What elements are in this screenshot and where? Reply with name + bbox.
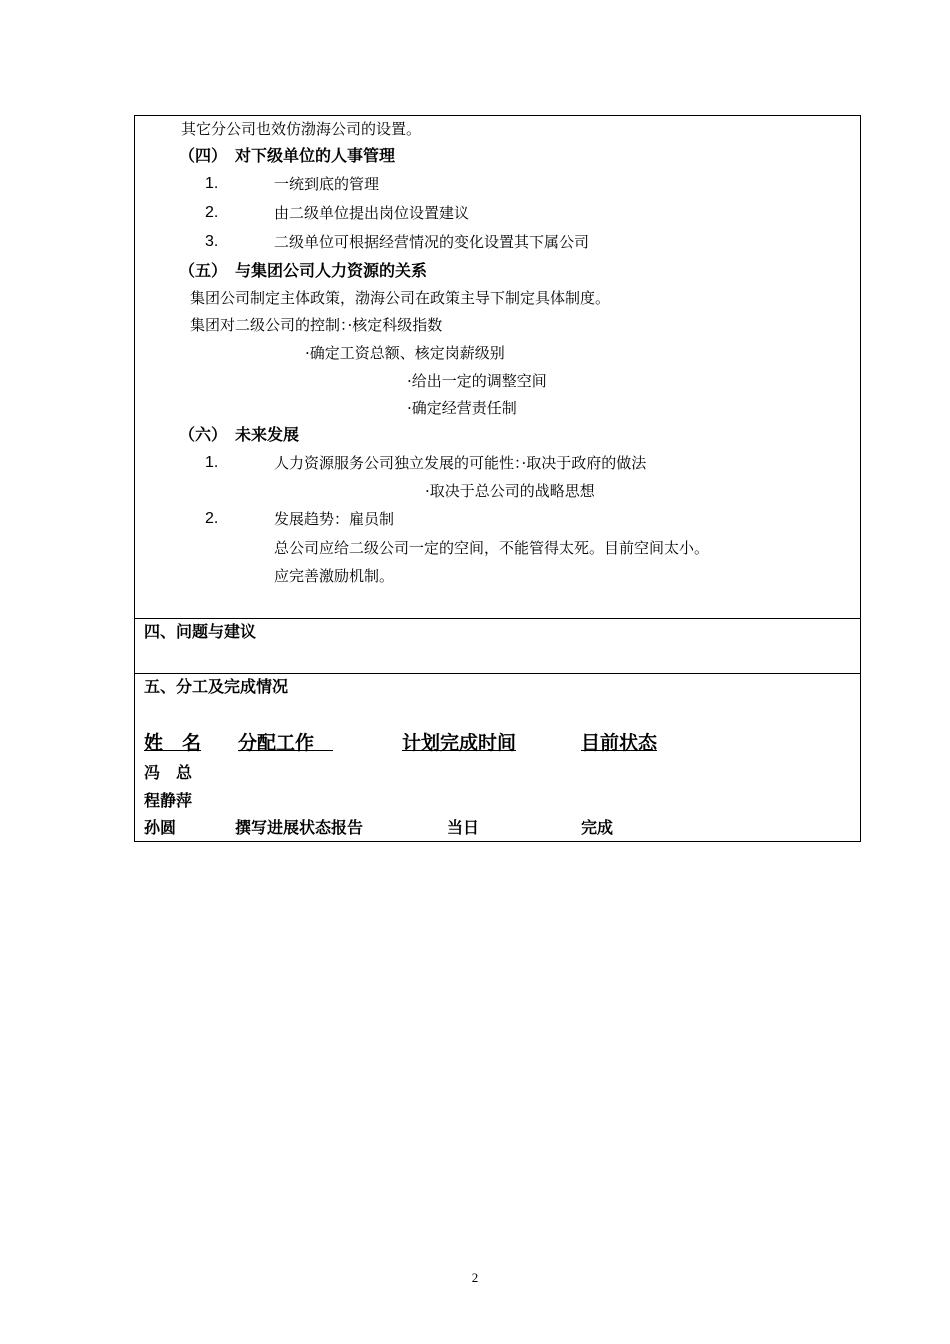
assignee-time: 当日: [447, 818, 480, 837]
list-item: 发展趋势：雇员制: [274, 510, 395, 528]
intro-text: 其它分公司也效仿渤海公司的设置。: [181, 120, 422, 138]
list-item: 人力资源服务公司独立发展的可能性：·取决于政府的做法: [274, 454, 647, 472]
bullet-line: ·确定经营责任制: [407, 399, 517, 417]
section-five-heading: （五） 与集团公司人力资源的关系: [179, 261, 428, 280]
section-six-heading: （六） 未来发展: [179, 425, 300, 444]
page-number: 2: [471, 1270, 479, 1285]
paragraph: 总公司应给二级公司一定的空间，不能管得太死。目前空间太小。: [274, 539, 710, 557]
assignee-name: 孙圆: [144, 818, 177, 837]
paragraph: 集团对二级公司的控制：·核定科级指数: [190, 316, 443, 334]
section-four-heading: （四） 对下级单位的人事管理: [179, 146, 396, 165]
column-header-work: 分配工作: [238, 732, 334, 754]
assignee-name: 冯 总: [144, 763, 193, 782]
list-item: 一统到底的管理: [274, 175, 380, 193]
list-item-number: 1.: [205, 175, 219, 192]
list-item-number: 2.: [205, 510, 219, 527]
bullet-line: ·取决于总公司的战略思想: [425, 482, 595, 500]
column-header-status: 目前状态: [581, 732, 658, 754]
list-item-number: 1.: [205, 454, 219, 471]
column-header-name: 姓 名: [144, 732, 202, 754]
row-divider: [135, 618, 860, 619]
bullet-line: ·给出一定的调整空间: [407, 372, 547, 390]
assignee-status: 完成: [581, 818, 614, 837]
assignee-work: 撰写进展状态报告: [235, 818, 364, 837]
assignee-name: 程静萍: [144, 791, 193, 810]
row-divider: [135, 673, 860, 674]
paragraph: 应完善激励机制。: [274, 567, 395, 585]
list-item: 二级单位可根据经营情况的变化设置其下属公司: [274, 233, 590, 251]
section-title-assignments: 五、分工及完成情况: [144, 677, 289, 696]
report-table: [134, 115, 861, 842]
column-header-time: 计划完成时间: [402, 732, 517, 754]
section-title-problems: 四、问题与建议: [144, 622, 257, 641]
list-item: 由二级单位提出岗位设置建议: [274, 204, 470, 222]
paragraph: 集团公司制定主体政策，渤海公司在政策主导下制定具体制度。: [190, 289, 611, 307]
bullet-line: ·确定工资总额、核定岗薪级别: [305, 344, 505, 362]
list-item-number: 2.: [205, 204, 219, 221]
list-item-number: 3.: [205, 233, 219, 250]
